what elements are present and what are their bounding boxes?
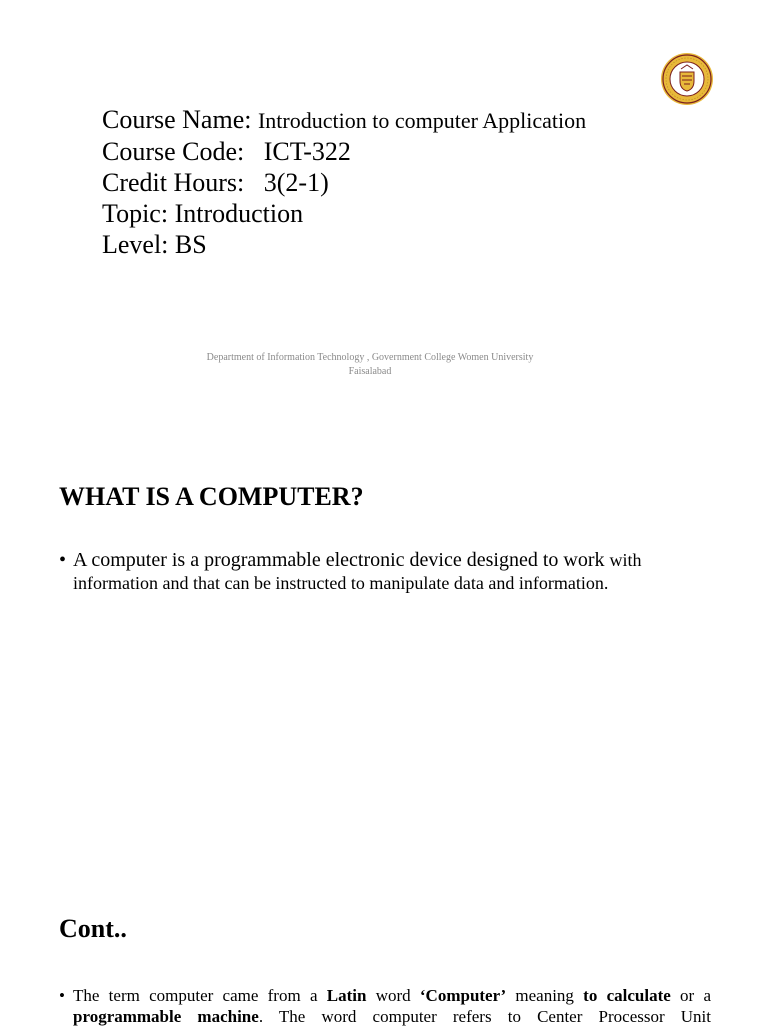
university-seal-icon: [660, 52, 714, 106]
course-name-line: [102, 104, 742, 136]
text-span: The term computer came from a: [73, 986, 327, 1005]
bold-term-latin: Latin: [326, 986, 367, 1005]
definition-slide: [0, 440, 768, 890]
title-slide: [0, 0, 768, 440]
bold-term-programmable-machine: programmable machine: [73, 1007, 259, 1026]
level-label: Level:: [102, 230, 169, 259]
level-value: BS: [174, 230, 207, 259]
bullet-paragraph: [73, 985, 711, 1027]
bold-term-calculate: to calculate: [583, 986, 671, 1005]
topic-value: Introduction: [174, 199, 304, 228]
credit-hours-value: 3(2-1): [263, 168, 329, 197]
course-code-value: ICT-322: [263, 137, 351, 166]
bullet-text-main: A computer is a programmable electronic device designed to work: [73, 549, 605, 571]
course-info: [102, 104, 742, 260]
slide-heading: Cont..: [59, 914, 127, 943]
credit-hours-label: Credit Hours:: [102, 168, 245, 197]
department-footer: [150, 351, 590, 379]
continuation-slide: [0, 890, 768, 1024]
course-code-label: Course Code:: [102, 137, 245, 166]
bullet-point: [59, 548, 711, 594]
department-footer-line1: Department of Information Technology , Government College Women University: [206, 352, 534, 363]
bullet-dot-icon: •: [59, 549, 67, 571]
slide-heading: WHAT IS A COMPUTER?: [59, 482, 364, 511]
bullet-dot-icon: •: [59, 986, 65, 1005]
bullet-row: [59, 985, 711, 1027]
topic-label: Topic:: [102, 199, 169, 228]
course-name-value: Introduction to computer Application: [257, 108, 587, 133]
credit-hours-line: [102, 167, 742, 198]
course-name-label: Course Name:: [102, 105, 252, 134]
topic-line: [102, 198, 742, 229]
department-footer-line2: Faisalabad: [348, 366, 392, 377]
text-span: or a: [670, 986, 712, 1005]
level-line: [102, 229, 742, 260]
bullet-line-1: [73, 548, 711, 572]
text-span: . The word computer refers to Center Processor Unit: [258, 1007, 711, 1026]
bullet-point: [59, 985, 711, 1027]
text-span: word: [366, 986, 420, 1005]
bullet-text-end: with: [609, 550, 642, 570]
bullet-row: [59, 548, 711, 594]
bold-term-computer: ‘Computer’: [419, 986, 507, 1005]
course-code-line: [102, 136, 742, 167]
bullet-line-2: information and that can be instructed to manipulate data and information.: [73, 573, 609, 593]
text-span: meaning: [506, 986, 584, 1005]
